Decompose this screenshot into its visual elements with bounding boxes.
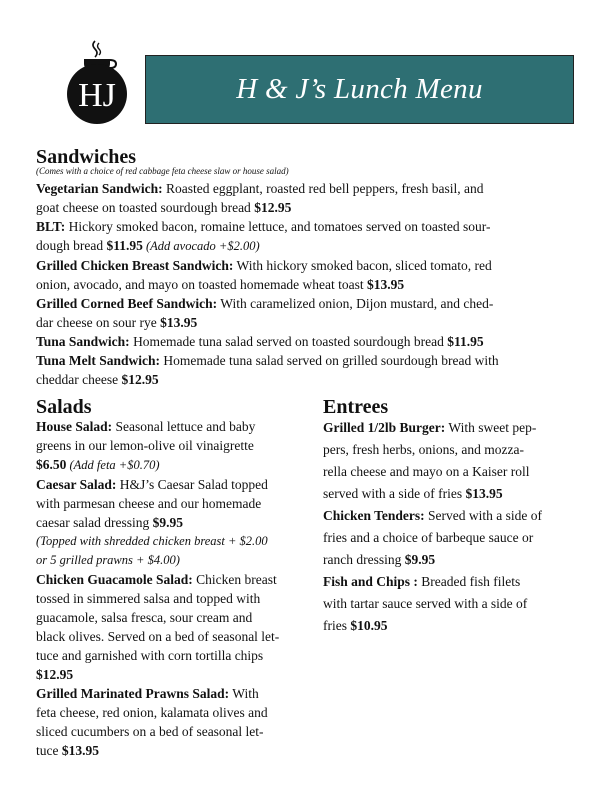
menu-item: Grilled Corned Beef Sandwich: With caramelized onion, Dijon mustard, and ched- dar cheese on sour rye $13.95 [36, 296, 494, 330]
coffee-cup-logo-icon [62, 38, 132, 124]
menu-item: Grilled Chicken Breast Sandwich: With hickory smoked bacon, sliced tomato, red onion, avocado, and mayo on toasted homemade wheat toast $13.95 [36, 258, 492, 292]
menu-item: BLT: Hickory smoked bacon, romaine lettuce, and tomatoes served on toasted sour- dough bread $11.95 (Add avocado +$2.00) [36, 219, 491, 253]
entrees-list [323, 417, 583, 637]
item-addon-note: (Topped with shredded chicken breast + $2.00 [36, 534, 268, 548]
salads-list [36, 417, 316, 760]
title-banner [145, 55, 574, 124]
menu-item: Chicken Tenders: Served with a side of fries and a choice of barbeque sauce or ranch dressing $9.95 [323, 508, 543, 567]
item-addon-note: or 5 grilled prawns + $4.00) [36, 553, 180, 567]
salads-heading: Salads [36, 396, 92, 418]
entrees-heading: Entrees [323, 396, 389, 418]
logo-monogram: HJ [78, 77, 116, 114]
hj-logo [62, 38, 132, 124]
menu-item: Tuna Sandwich: Homemade tuna salad served on toasted sourdough bread $11.95 [36, 334, 484, 349]
sandwiches-note: (Comes with a choice of red cabbage feta cheese slaw or house salad) [36, 166, 289, 176]
menu-item: Caesar Salad: H&J’s Caesar Salad topped with parmesan cheese and our homemade caesar salad dressing $9.95 [36, 477, 268, 530]
menu-title: H & J’s Lunch Menu [236, 73, 483, 105]
menu-item: House Salad: Seasonal lettuce and baby greens in our lemon-olive oil vinaigrette $6.50 (Add feta +$0.70) [36, 419, 256, 472]
menu-item: Vegetarian Sandwich: Roasted eggplant, roasted red bell peppers, fresh basil, and goat cheese on toasted sourdough bread $12.95 [36, 181, 484, 215]
menu-item: Fish and Chips : Breaded fish filets with tartar sauce served with a side of fries $10.95 [323, 574, 528, 633]
menu-item: Grilled Marinated Prawns Salad: With feta cheese, red onion, kalamata olives and sliced cucumbers on a bed of seasonal let- tuce $13.95 [36, 686, 268, 758]
sandwiches-heading: Sandwiches [36, 146, 137, 168]
menu-item: Tuna Melt Sandwich: Homemade tuna salad served on grilled sourdough bread with cheddar cheese $12.95 [36, 353, 499, 387]
menu-item: Grilled 1/2lb Burger: With sweet pep- pers, fresh herbs, onions, and mozza- rella cheese and mayo on a Kaiser roll served with a side of fries $13.95 [323, 420, 537, 501]
menu-item: Chicken Guacamole Salad: Chicken breast tossed in simmered salsa and topped with guacamole, salsa fresca, sour cream and black olives. Served on a bed of seasonal let- tuce and garnished with corn tortilla chips $12.95 [36, 572, 280, 682]
sandwiches-list [36, 179, 581, 389]
